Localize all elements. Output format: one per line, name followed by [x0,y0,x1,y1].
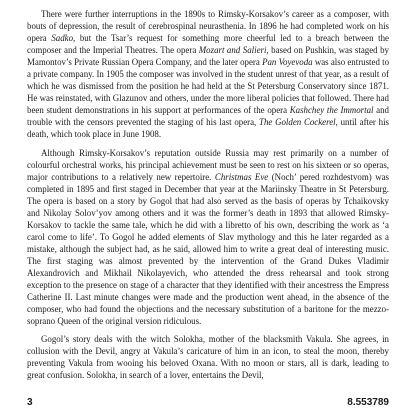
italic-title: The Golden Cockerel [259,117,336,128]
text-run: and trouble with the censors prevented the staging of his last opera, [27,105,389,128]
italic-title: Sadko [51,33,74,44]
paragraph-3 [27,333,389,381]
text-run: Although Rimsky-Korsakov’s reputation outside Russia may rest primarily on a number of colourful orchestral works, his principal achievement must be seen to rest on his sixteen or so operas, major contributions to a relatively new repertoire. [27,147,389,182]
italic-title: Christmas Eve [214,171,269,182]
text-run: was also entrusted to a private company. In 1905 the composer was involved in the student unrest of that year, as a result of which he was dismissed from the position he had held at the St Petersburg Conservatory since 1871. He was reinstated, with Glazunov and others, under the more liberal policies that followed. There had been student demonstrations in his support at performances of the opera [27,57,390,116]
page-number: 3 [27,397,33,408]
text-run: , until after his death, which took place in June 1908. [27,117,389,140]
italic-title: Pan Voyevoda [262,57,313,68]
text-run: There were further interruptions in the 1890s to Rimsky-Korsakov’s career as a composer, with bouts of depression, the result of cerebrospinal neurasthenia. In 1896 he had completed work on his opera [27,9,389,44]
paragraph-2 [27,147,389,328]
catalogue-number: 8.553789 [347,397,389,408]
italic-title: Kashchey the Immortal [289,105,374,116]
body-text [27,8,389,381]
paragraph-1 [27,8,389,141]
text-run: , but the Tsar’s request for something more cheerful led to a breach between the composer and the Imperial Theatres. The opera [27,33,389,56]
text-run: , based on Pushkin, was staged by Mamontov’s Private Russian Opera Company, and the later opera [27,45,389,68]
text-run: (Noch’ pered rozhdestvom) was completed in 1895 and first staged in December that year at the Mariinsky Theatre in St Petersburg. The opera is based on a story by Gogol that had also served as the basis of operas by Tchaikovsky and Nikolay Solov’yov among others and it was the former’s death in 1893 that allowed Rimsky-Korsakov to tackle the same tale, which he did with a libretto of his own, describing the work as ‘a carol come to life’. To Gogol he added elements of Slav mythology and this he later regarded as a mistake, although the subject had, as he said, allowed him to write a great deal of interesting music. The first staging was almost prevented by the intervention of the Grand Dukes Vladimir Alexandrovich and Mikhail Nikolayevich, who attended the dress rehearsal and took strong exception to the presence on stage of a character that they identified with their ancestress the Empress Catherine II. Last minute changes were made and the production went ahead, in the absence of the composer, who had found the objections and the necessary substitution of a baritone for the mezzo-soprano Queen of the original version ridiculous. [27,171,390,327]
text-run: Gogol’s story deals with the witch Solokha, mother of the blacksmith Vakula. She agrees, in collusion with the Devil, angry at Vakula’s caricature of him in an icon, to steal the moon, thereby preventing Vakula from wooing his beloved Oxana. With no moon or stars, all is dark, leading to great confusion. Solokha, in search of a lover, entertains the Devil, [27,334,389,381]
italic-title: Mozart and Salieri [198,45,267,56]
